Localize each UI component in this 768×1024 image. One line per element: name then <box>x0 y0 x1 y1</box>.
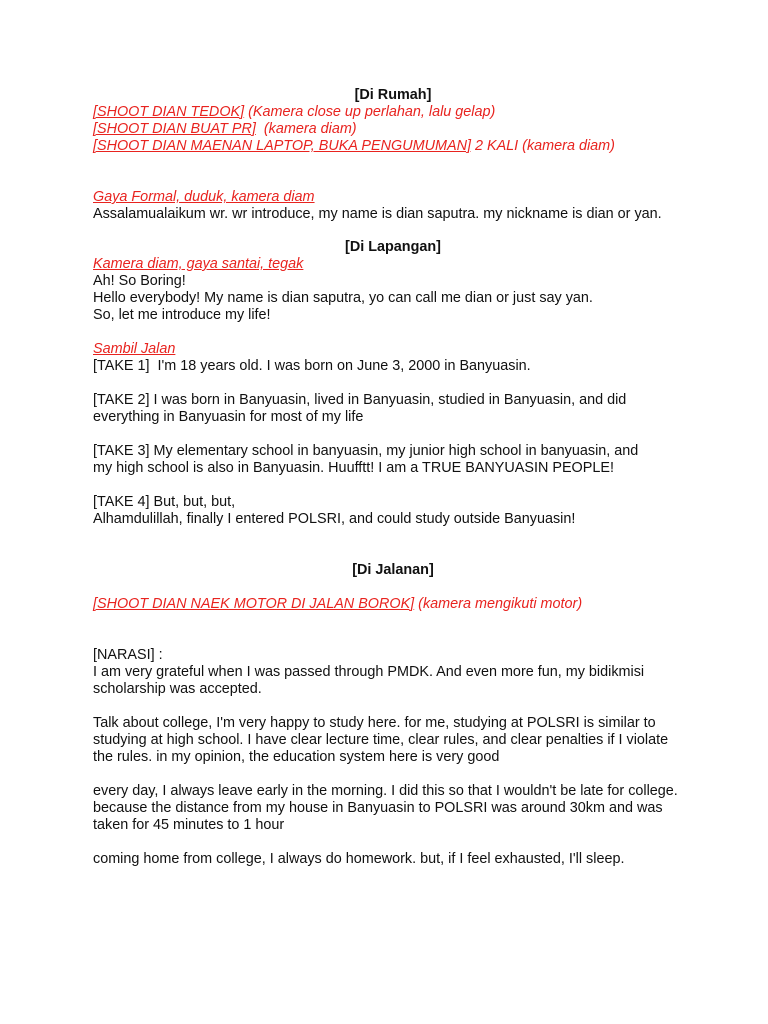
narasi-paragraph: I am very grateful when I was passed through PMDK. And even more fun, my bidikmisi scholarship was accepted. <box>93 664 645 697</box>
heading-di-lapangan: [Di Lapangan] <box>345 239 441 255</box>
shot-label: [SHOOT DIAN BUAT PR] <box>93 121 256 137</box>
direction-note: Sambil Jalan <box>93 341 176 357</box>
narasi-paragraph: Talk about college, I'm very happy to study here. for me, studying at POLSRI is similar to studying at high school. I have clear lecture time, clear rules, and clear penalties if I violate the rules. in my opinion, the education system here is very good <box>93 715 669 765</box>
shot-direction <box>93 104 693 121</box>
document-page <box>93 87 693 868</box>
script-paragraph: Assalamualaikum wr. wr introduce, my name is dian saputra. my nickname is dian or yan. <box>93 206 662 222</box>
take-1: [TAKE 1] I'm 18 years old. I was born on June 3, 2000 in Banyuasin. <box>93 358 531 374</box>
shot-direction <box>93 138 693 155</box>
shot-note: (kamera mengikuti motor) <box>414 596 583 612</box>
shot-label: [SHOOT DIAN MAENAN LAPTOP, BUKA PENGUMUMAN] <box>93 138 471 154</box>
shot-label: [SHOOT DIAN TEDOK] <box>93 104 245 120</box>
shot-direction <box>93 596 693 613</box>
take-4-line-2: Alhamdulillah, finally I entered POLSRI, and could study outside Banyuasin! <box>93 511 576 527</box>
script-line: Ah! So Boring! <box>93 273 186 289</box>
shot-note: 2 KALI (kamera diam) <box>470 138 615 154</box>
take-4-line-1: [TAKE 4] But, but, but, <box>93 494 236 510</box>
shot-note: (kamera diam) <box>255 121 357 137</box>
script-line: So, let me introduce my life! <box>93 307 271 323</box>
take-3: [TAKE 3] My elementary school in banyuasin, my junior high school in banyuasin, and my high school is also in Banyuasin. Huufftt! I am a TRUE BANYUASIN PEOPLE! <box>93 443 639 476</box>
shot-direction <box>93 121 693 138</box>
heading-di-rumah: [Di Rumah] <box>354 87 432 103</box>
script-line: Hello everybody! My name is dian saputra, yo can call me dian or just say yan. <box>93 290 593 306</box>
direction-note: Kamera diam, gaya santai, tegak <box>93 256 304 272</box>
shot-note: (Kamera close up perlahan, lalu gelap) <box>244 104 496 120</box>
narasi-paragraph: every day, I always leave early in the morning. I did this so that I wouldn't be late for college. because the distance from my house in Banyuasin to POLSRI was around 30km and was taken for 45 minutes to 1 hour <box>93 783 678 833</box>
heading-di-jalanan: [Di Jalanan] <box>352 562 434 578</box>
shot-label: [SHOOT DIAN NAEK MOTOR DI JALAN BOROK] <box>93 596 415 612</box>
direction-note: Gaya Formal, duduk, kamera diam <box>93 189 315 205</box>
take-2: [TAKE 2] I was born in Banyuasin, lived in Banyuasin, studied in Banyuasin, and did everything in Banyuasin for most of my life <box>93 392 627 425</box>
narasi-label: [NARASI] : <box>93 647 163 663</box>
narasi-paragraph: coming home from college, I always do homework. but, if I feel exhausted, I'll sleep. <box>93 851 625 867</box>
